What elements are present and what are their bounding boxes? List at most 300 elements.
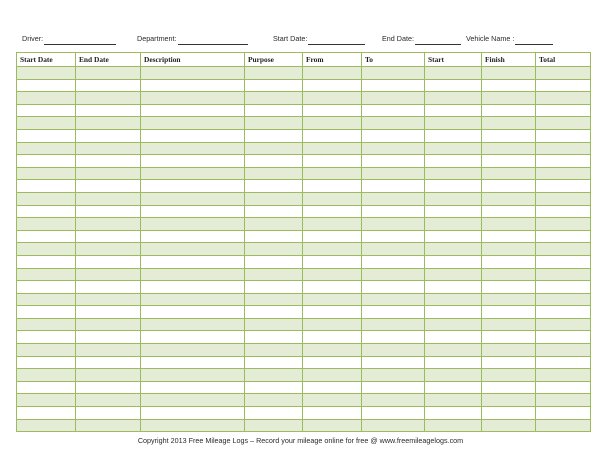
table-cell[interactable] (245, 142, 303, 155)
table-row (17, 369, 591, 382)
table-cell[interactable] (245, 356, 303, 369)
table-row (17, 293, 591, 306)
table-row (17, 129, 591, 142)
table-cell[interactable] (362, 281, 425, 294)
table-cell[interactable] (76, 117, 141, 130)
table-cell[interactable] (76, 104, 141, 117)
table-cell[interactable] (482, 218, 536, 231)
table-cell[interactable] (536, 142, 591, 155)
table-cell[interactable] (76, 381, 141, 394)
table-cell[interactable] (141, 394, 245, 407)
table-row (17, 356, 591, 369)
table-cell[interactable] (425, 92, 482, 105)
table-cell[interactable] (245, 344, 303, 357)
table-cell[interactable] (482, 306, 536, 319)
table-cell[interactable] (17, 155, 76, 168)
table-cell[interactable] (141, 142, 245, 155)
table-row (17, 381, 591, 394)
table-cell[interactable] (482, 142, 536, 155)
table-cell[interactable] (362, 356, 425, 369)
table-cell[interactable] (536, 394, 591, 407)
table-cell[interactable] (425, 419, 482, 432)
column-header-total: Total (536, 53, 591, 67)
table-cell[interactable] (76, 92, 141, 105)
table-cell[interactable] (536, 205, 591, 218)
table-cell[interactable] (245, 155, 303, 168)
table-cell[interactable] (76, 281, 141, 294)
table-cell[interactable] (425, 129, 482, 142)
table-cell[interactable] (76, 268, 141, 281)
table-cell[interactable] (17, 192, 76, 205)
table-cell[interactable] (141, 281, 245, 294)
table-row (17, 331, 591, 344)
table-cell[interactable] (141, 318, 245, 331)
table-cell[interactable] (245, 306, 303, 319)
table-cell[interactable] (482, 243, 536, 256)
table-cell[interactable] (76, 167, 141, 180)
table-cell[interactable] (76, 407, 141, 420)
table-cell[interactable] (245, 230, 303, 243)
table-cell[interactable] (425, 344, 482, 357)
table-cell[interactable] (536, 293, 591, 306)
table-cell[interactable] (536, 344, 591, 357)
table-cell[interactable] (245, 255, 303, 268)
table-cell[interactable] (245, 117, 303, 130)
table-cell[interactable] (482, 205, 536, 218)
start-date-field[interactable] (273, 33, 365, 45)
table-cell[interactable] (536, 92, 591, 105)
table-cell[interactable] (362, 344, 425, 357)
table-cell[interactable] (76, 79, 141, 92)
table-header-row (17, 53, 591, 67)
table-cell[interactable] (536, 117, 591, 130)
table-cell[interactable] (76, 369, 141, 382)
table-cell[interactable] (141, 243, 245, 256)
table-row (17, 218, 591, 231)
table-cell[interactable] (303, 268, 362, 281)
table-cell[interactable] (425, 243, 482, 256)
table-cell[interactable] (141, 79, 245, 92)
table-cell[interactable] (536, 79, 591, 92)
table-cell[interactable] (482, 192, 536, 205)
table-cell[interactable] (76, 293, 141, 306)
table-cell[interactable] (17, 293, 76, 306)
table-cell[interactable] (482, 79, 536, 92)
table-cell[interactable] (425, 67, 482, 80)
table-cell[interactable] (482, 180, 536, 193)
table-cell[interactable] (303, 67, 362, 80)
table-cell[interactable] (245, 104, 303, 117)
table-cell[interactable] (425, 192, 482, 205)
table-row (17, 255, 591, 268)
table-cell[interactable] (482, 356, 536, 369)
table-cell[interactable] (482, 369, 536, 382)
table-cell[interactable] (141, 381, 245, 394)
table-cell[interactable] (482, 419, 536, 432)
table-cell[interactable] (303, 356, 362, 369)
table-cell[interactable] (362, 293, 425, 306)
table-cell[interactable] (482, 230, 536, 243)
table-cell[interactable] (425, 142, 482, 155)
table-cell[interactable] (245, 92, 303, 105)
table-cell[interactable] (362, 318, 425, 331)
table-cell[interactable] (425, 104, 482, 117)
table-cell[interactable] (245, 394, 303, 407)
table-cell[interactable] (303, 230, 362, 243)
table-cell[interactable] (76, 192, 141, 205)
table-cell[interactable] (536, 407, 591, 420)
table-cell[interactable] (17, 306, 76, 319)
table-cell[interactable] (17, 356, 76, 369)
table-cell[interactable] (303, 79, 362, 92)
table-cell[interactable] (141, 369, 245, 382)
table-cell[interactable] (482, 255, 536, 268)
table-row (17, 281, 591, 294)
table-cell[interactable] (536, 230, 591, 243)
table-cell[interactable] (245, 205, 303, 218)
table-cell[interactable] (303, 318, 362, 331)
table-cell[interactable] (425, 318, 482, 331)
department-blank[interactable] (178, 35, 248, 45)
table-cell[interactable] (303, 205, 362, 218)
table-cell[interactable] (536, 381, 591, 394)
table-cell[interactable] (141, 129, 245, 142)
table-cell[interactable] (17, 281, 76, 294)
copyright-footer: Copyright 2013 Free Mileage Logs – Record your mileage online for free @ www.freemileagelogs.com (137, 436, 464, 445)
table-cell[interactable] (141, 92, 245, 105)
table-cell[interactable] (482, 104, 536, 117)
table-cell[interactable] (245, 318, 303, 331)
table-cell[interactable] (141, 331, 245, 344)
table-cell[interactable] (362, 155, 425, 168)
table-cell[interactable] (425, 381, 482, 394)
table-cell[interactable] (425, 255, 482, 268)
table-row (17, 167, 591, 180)
table-cell[interactable] (482, 381, 536, 394)
table-cell[interactable] (482, 92, 536, 105)
table-cell[interactable] (17, 331, 76, 344)
table-cell[interactable] (425, 167, 482, 180)
table-cell[interactable] (303, 129, 362, 142)
table-cell[interactable] (425, 293, 482, 306)
table-cell[interactable] (482, 394, 536, 407)
start-date-blank[interactable] (308, 35, 365, 45)
table-cell[interactable] (303, 180, 362, 193)
table-cell[interactable] (303, 104, 362, 117)
table-cell[interactable] (76, 356, 141, 369)
table-cell[interactable] (76, 155, 141, 168)
vehicle-name-blank[interactable] (515, 35, 553, 45)
driver-blank[interactable] (44, 35, 116, 45)
vehicle-name-field[interactable] (466, 33, 553, 45)
table-cell[interactable] (141, 104, 245, 117)
column-header-start-date: Start Date (17, 53, 76, 67)
table-cell[interactable] (141, 180, 245, 193)
table-cell[interactable] (141, 218, 245, 231)
table-cell[interactable] (17, 129, 76, 142)
table-cell[interactable] (482, 293, 536, 306)
table-row (17, 92, 591, 105)
table-cell[interactable] (425, 218, 482, 231)
table-cell[interactable] (536, 155, 591, 168)
column-header-end-date: End Date (76, 53, 141, 67)
table-cell[interactable] (17, 419, 76, 432)
table-cell[interactable] (362, 419, 425, 432)
table-cell[interactable] (141, 407, 245, 420)
end-date-blank[interactable] (415, 35, 461, 45)
table-cell[interactable] (17, 205, 76, 218)
table-cell[interactable] (536, 369, 591, 382)
table-cell[interactable] (536, 129, 591, 142)
table-cell[interactable] (425, 155, 482, 168)
table-cell[interactable] (17, 218, 76, 231)
table-cell[interactable] (362, 331, 425, 344)
table-cell[interactable] (362, 180, 425, 193)
table-cell[interactable] (76, 218, 141, 231)
table-cell[interactable] (17, 79, 76, 92)
table-cell[interactable] (17, 167, 76, 180)
table-cell[interactable] (425, 117, 482, 130)
table-cell[interactable] (425, 331, 482, 344)
column-header-to: To (362, 53, 425, 67)
table-cell[interactable] (245, 281, 303, 294)
table-cell[interactable] (482, 167, 536, 180)
table-cell[interactable] (141, 268, 245, 281)
table-cell[interactable] (425, 230, 482, 243)
table-cell[interactable] (141, 255, 245, 268)
table-cell[interactable] (245, 243, 303, 256)
table-cell[interactable] (362, 381, 425, 394)
table-cell[interactable] (76, 394, 141, 407)
table-cell[interactable] (141, 344, 245, 357)
table-cell[interactable] (303, 407, 362, 420)
table-cell[interactable] (536, 167, 591, 180)
table-cell[interactable] (303, 369, 362, 382)
table-cell[interactable] (425, 205, 482, 218)
table-cell[interactable] (141, 356, 245, 369)
table-cell[interactable] (245, 167, 303, 180)
table-cell[interactable] (303, 192, 362, 205)
table-cell[interactable] (482, 281, 536, 294)
table-cell[interactable] (536, 281, 591, 294)
table-cell[interactable] (303, 255, 362, 268)
table-cell[interactable] (536, 218, 591, 231)
table-cell[interactable] (76, 419, 141, 432)
table-cell[interactable] (362, 268, 425, 281)
table-cell[interactable] (303, 381, 362, 394)
end-date-field[interactable] (382, 33, 461, 45)
table-cell[interactable] (76, 205, 141, 218)
table-cell[interactable] (362, 255, 425, 268)
table-cell[interactable] (362, 205, 425, 218)
table-cell[interactable] (362, 369, 425, 382)
column-header-finish: Finish (482, 53, 536, 67)
table-cell[interactable] (17, 230, 76, 243)
table-cell[interactable] (141, 419, 245, 432)
table-cell[interactable] (303, 331, 362, 344)
table-cell[interactable] (362, 230, 425, 243)
table-cell[interactable] (303, 167, 362, 180)
table-cell[interactable] (245, 129, 303, 142)
table-cell[interactable] (76, 306, 141, 319)
table-cell[interactable] (17, 407, 76, 420)
table-cell[interactable] (425, 281, 482, 294)
table-cell[interactable] (141, 167, 245, 180)
table-cell[interactable] (536, 255, 591, 268)
table-cell[interactable] (17, 318, 76, 331)
table-cell[interactable] (482, 268, 536, 281)
table-cell[interactable] (303, 218, 362, 231)
table-cell[interactable] (362, 79, 425, 92)
table-cell[interactable] (482, 155, 536, 168)
table-cell[interactable] (17, 92, 76, 105)
table-cell[interactable] (362, 243, 425, 256)
table-row (17, 155, 591, 168)
table-cell[interactable] (303, 117, 362, 130)
table-cell[interactable] (425, 407, 482, 420)
table-cell[interactable] (141, 155, 245, 168)
table-cell[interactable] (303, 419, 362, 432)
table-cell[interactable] (76, 180, 141, 193)
table-cell[interactable] (245, 192, 303, 205)
table-cell[interactable] (362, 306, 425, 319)
table-cell[interactable] (17, 180, 76, 193)
table-cell[interactable] (76, 243, 141, 256)
table-cell[interactable] (245, 180, 303, 193)
table-cell[interactable] (362, 167, 425, 180)
table-cell[interactable] (245, 79, 303, 92)
table-cell[interactable] (425, 268, 482, 281)
table-cell[interactable] (536, 419, 591, 432)
log-header (0, 33, 601, 49)
table-cell[interactable] (536, 331, 591, 344)
table-cell[interactable] (245, 419, 303, 432)
table-cell[interactable] (17, 394, 76, 407)
table-cell[interactable] (303, 155, 362, 168)
table-cell[interactable] (76, 344, 141, 357)
table-cell[interactable] (17, 268, 76, 281)
table-cell[interactable] (245, 218, 303, 231)
table-cell[interactable] (245, 67, 303, 80)
table-cell[interactable] (536, 356, 591, 369)
end-date-label: End Date: (382, 34, 414, 43)
table-cell[interactable] (141, 67, 245, 80)
table-cell[interactable] (362, 117, 425, 130)
table-cell[interactable] (482, 344, 536, 357)
table-cell[interactable] (245, 369, 303, 382)
table-cell[interactable] (141, 192, 245, 205)
department-field[interactable] (137, 33, 248, 45)
table-cell[interactable] (362, 92, 425, 105)
table-row (17, 117, 591, 130)
table-cell[interactable] (482, 67, 536, 80)
table-cell[interactable] (425, 306, 482, 319)
table-row (17, 205, 591, 218)
table-cell[interactable] (362, 142, 425, 155)
table-cell[interactable] (17, 117, 76, 130)
table-cell[interactable] (17, 243, 76, 256)
table-cell[interactable] (482, 117, 536, 130)
table-cell[interactable] (76, 230, 141, 243)
table-cell[interactable] (536, 67, 591, 80)
table-cell[interactable] (245, 407, 303, 420)
table-cell[interactable] (17, 104, 76, 117)
table-row (17, 344, 591, 357)
table-row (17, 142, 591, 155)
table-cell[interactable] (17, 369, 76, 382)
table-cell[interactable] (482, 331, 536, 344)
table-cell[interactable] (536, 243, 591, 256)
table-cell[interactable] (76, 142, 141, 155)
table-cell[interactable] (362, 394, 425, 407)
table-cell[interactable] (536, 180, 591, 193)
table-cell[interactable] (536, 306, 591, 319)
table-cell[interactable] (362, 192, 425, 205)
table-cell[interactable] (536, 104, 591, 117)
table-body (17, 67, 591, 432)
table-cell[interactable] (303, 243, 362, 256)
table-cell[interactable] (76, 331, 141, 344)
table-cell[interactable] (141, 205, 245, 218)
table-cell[interactable] (76, 318, 141, 331)
vehicle-name-label: Vehicle Name : (466, 34, 515, 43)
table-cell[interactable] (536, 268, 591, 281)
table-cell[interactable] (141, 306, 245, 319)
driver-field[interactable] (22, 33, 116, 45)
table-cell[interactable] (303, 394, 362, 407)
table-cell[interactable] (362, 129, 425, 142)
table-row (17, 419, 591, 432)
table-cell[interactable] (141, 293, 245, 306)
table-cell[interactable] (362, 67, 425, 80)
table-cell[interactable] (536, 318, 591, 331)
table-row (17, 67, 591, 80)
table-cell[interactable] (536, 192, 591, 205)
table-cell[interactable] (245, 381, 303, 394)
table-cell[interactable] (141, 117, 245, 130)
table-cell[interactable] (17, 255, 76, 268)
table-cell[interactable] (425, 356, 482, 369)
table-cell[interactable] (245, 331, 303, 344)
table-cell[interactable] (425, 79, 482, 92)
table-cell[interactable] (303, 281, 362, 294)
table-cell[interactable] (303, 142, 362, 155)
table-cell[interactable] (482, 318, 536, 331)
table-cell[interactable] (425, 180, 482, 193)
table-cell[interactable] (362, 104, 425, 117)
table-cell[interactable] (303, 344, 362, 357)
table-cell[interactable] (17, 142, 76, 155)
table-cell[interactable] (303, 293, 362, 306)
table-cell[interactable] (482, 129, 536, 142)
table-cell[interactable] (245, 293, 303, 306)
table-cell[interactable] (76, 255, 141, 268)
table-cell[interactable] (303, 92, 362, 105)
table-cell[interactable] (76, 129, 141, 142)
table-cell[interactable] (17, 67, 76, 80)
table-cell[interactable] (482, 407, 536, 420)
table-cell[interactable] (362, 407, 425, 420)
table-cell[interactable] (362, 218, 425, 231)
table-cell[interactable] (303, 306, 362, 319)
table-cell[interactable] (76, 67, 141, 80)
table-cell[interactable] (17, 381, 76, 394)
table-cell[interactable] (17, 344, 76, 357)
table-cell[interactable] (425, 369, 482, 382)
table-cell[interactable] (141, 230, 245, 243)
table-cell[interactable] (425, 394, 482, 407)
table-cell[interactable] (245, 268, 303, 281)
